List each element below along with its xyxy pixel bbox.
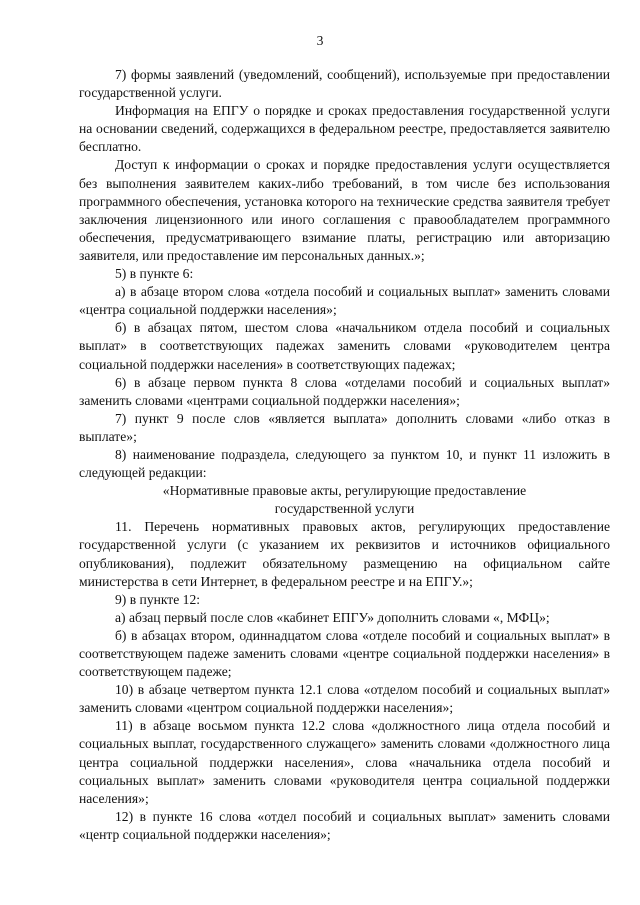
- paragraph: 8) наименование подраздела, следующего за пунктом 10, и пункт 11 изложить в следующей редакции:: [79, 446, 610, 481]
- paragraph: 11. Перечень нормативных правовых актов, регулирующих предоставление государственной услуги (с указанием их реквизитов и источников официального опубликования), подлежит обязательному размещению на официальном сайте министерства в сети Интернет, в федеральном реестре и на ЕПГУ.»;: [79, 519, 610, 589]
- paragraph: 10) в абзаце четвертом пункта 12.1 слова «отделом пособий и социальных выплат» заменить словами «центром социальной поддержки населения»;: [79, 682, 610, 716]
- paragraph: а) в абзаце втором слова «отдела пособий и социальных выплат» заменить словами «центра социальной поддержки населения»;: [79, 284, 610, 318]
- paragraph: 12) в пункте 16 слова «отдел пособий и социальных выплат» заменить словами «центр социальной поддержки населения»;: [79, 808, 610, 842]
- paragraph: 11) в абзаце восьмом пункта 12.2 слова «должностного лица отдела пособий и социальных выплат, государственного служащего» заменить словами «должностного лица центра социальной поддержки населения», слова «начальника отдела пособий и социальных выплат» заменить словами «руководителя центра социальной поддержки населения»;: [79, 718, 610, 806]
- paragraph: б) в абзацах пятом, шестом слова «начальником отдела пособий и социальных выплат» в соответствующих падежах заменить словами «руководителем центра социальной поддержки населения» в соответствующих падежах;: [79, 320, 610, 372]
- paragraph: а) абзац первый после слов «кабинет ЕПГУ» дополнить словами «, МФЦ»;: [115, 609, 550, 625]
- paragraph: 7) формы заявлений (уведомлений, сообщений), используемые при предоставлении государственной услуги.: [79, 67, 610, 101]
- paragraph: 6) в абзаце первом пункта 8 слова «отделами пособий и социальных выплат» заменить словами «центрами социальной поддержки населения»;: [79, 374, 610, 408]
- section-heading: «Нормативные правовые акты, регулирующие предоставление государственной услуги: [162, 483, 527, 517]
- paragraph: 9) в пункте 12:: [115, 591, 201, 607]
- paragraph: 7) пункт 9 после слов «является выплата» дополнить словами «либо отказ в выплате»;: [79, 410, 610, 444]
- paragraph: б) в абзацах втором, одиннадцатом слова «отделе пособий и социальных выплат» в соответствующем падеже заменить словами «центре социальной поддержки населения» в соответствующем падеже;: [79, 627, 610, 680]
- page-number: 3: [316, 33, 324, 48]
- paragraph: Информация на ЕПГУ о порядке и сроках предоставления государственной услуги на основании сведений, содержащихся в федеральном реестре, предоставляется заявителю бесплатно.: [79, 103, 610, 155]
- document-body: [79, 66, 610, 844]
- paragraph: Доступ к информации о сроках и порядке предоставления услуги осуществляется без выполнения заявителем каких-либо требований, в том числе без использования программного обеспечения, установка которого на технические средства заявителя требует заключения лицензионного или иного соглашения с правообладателем программного обеспечения, предусматривающего взимание платы, регистрацию или авторизацию заявителя, или предоставление им персональных данных.»;: [79, 157, 610, 263]
- paragraph: 5) в пункте 6:: [115, 266, 194, 282]
